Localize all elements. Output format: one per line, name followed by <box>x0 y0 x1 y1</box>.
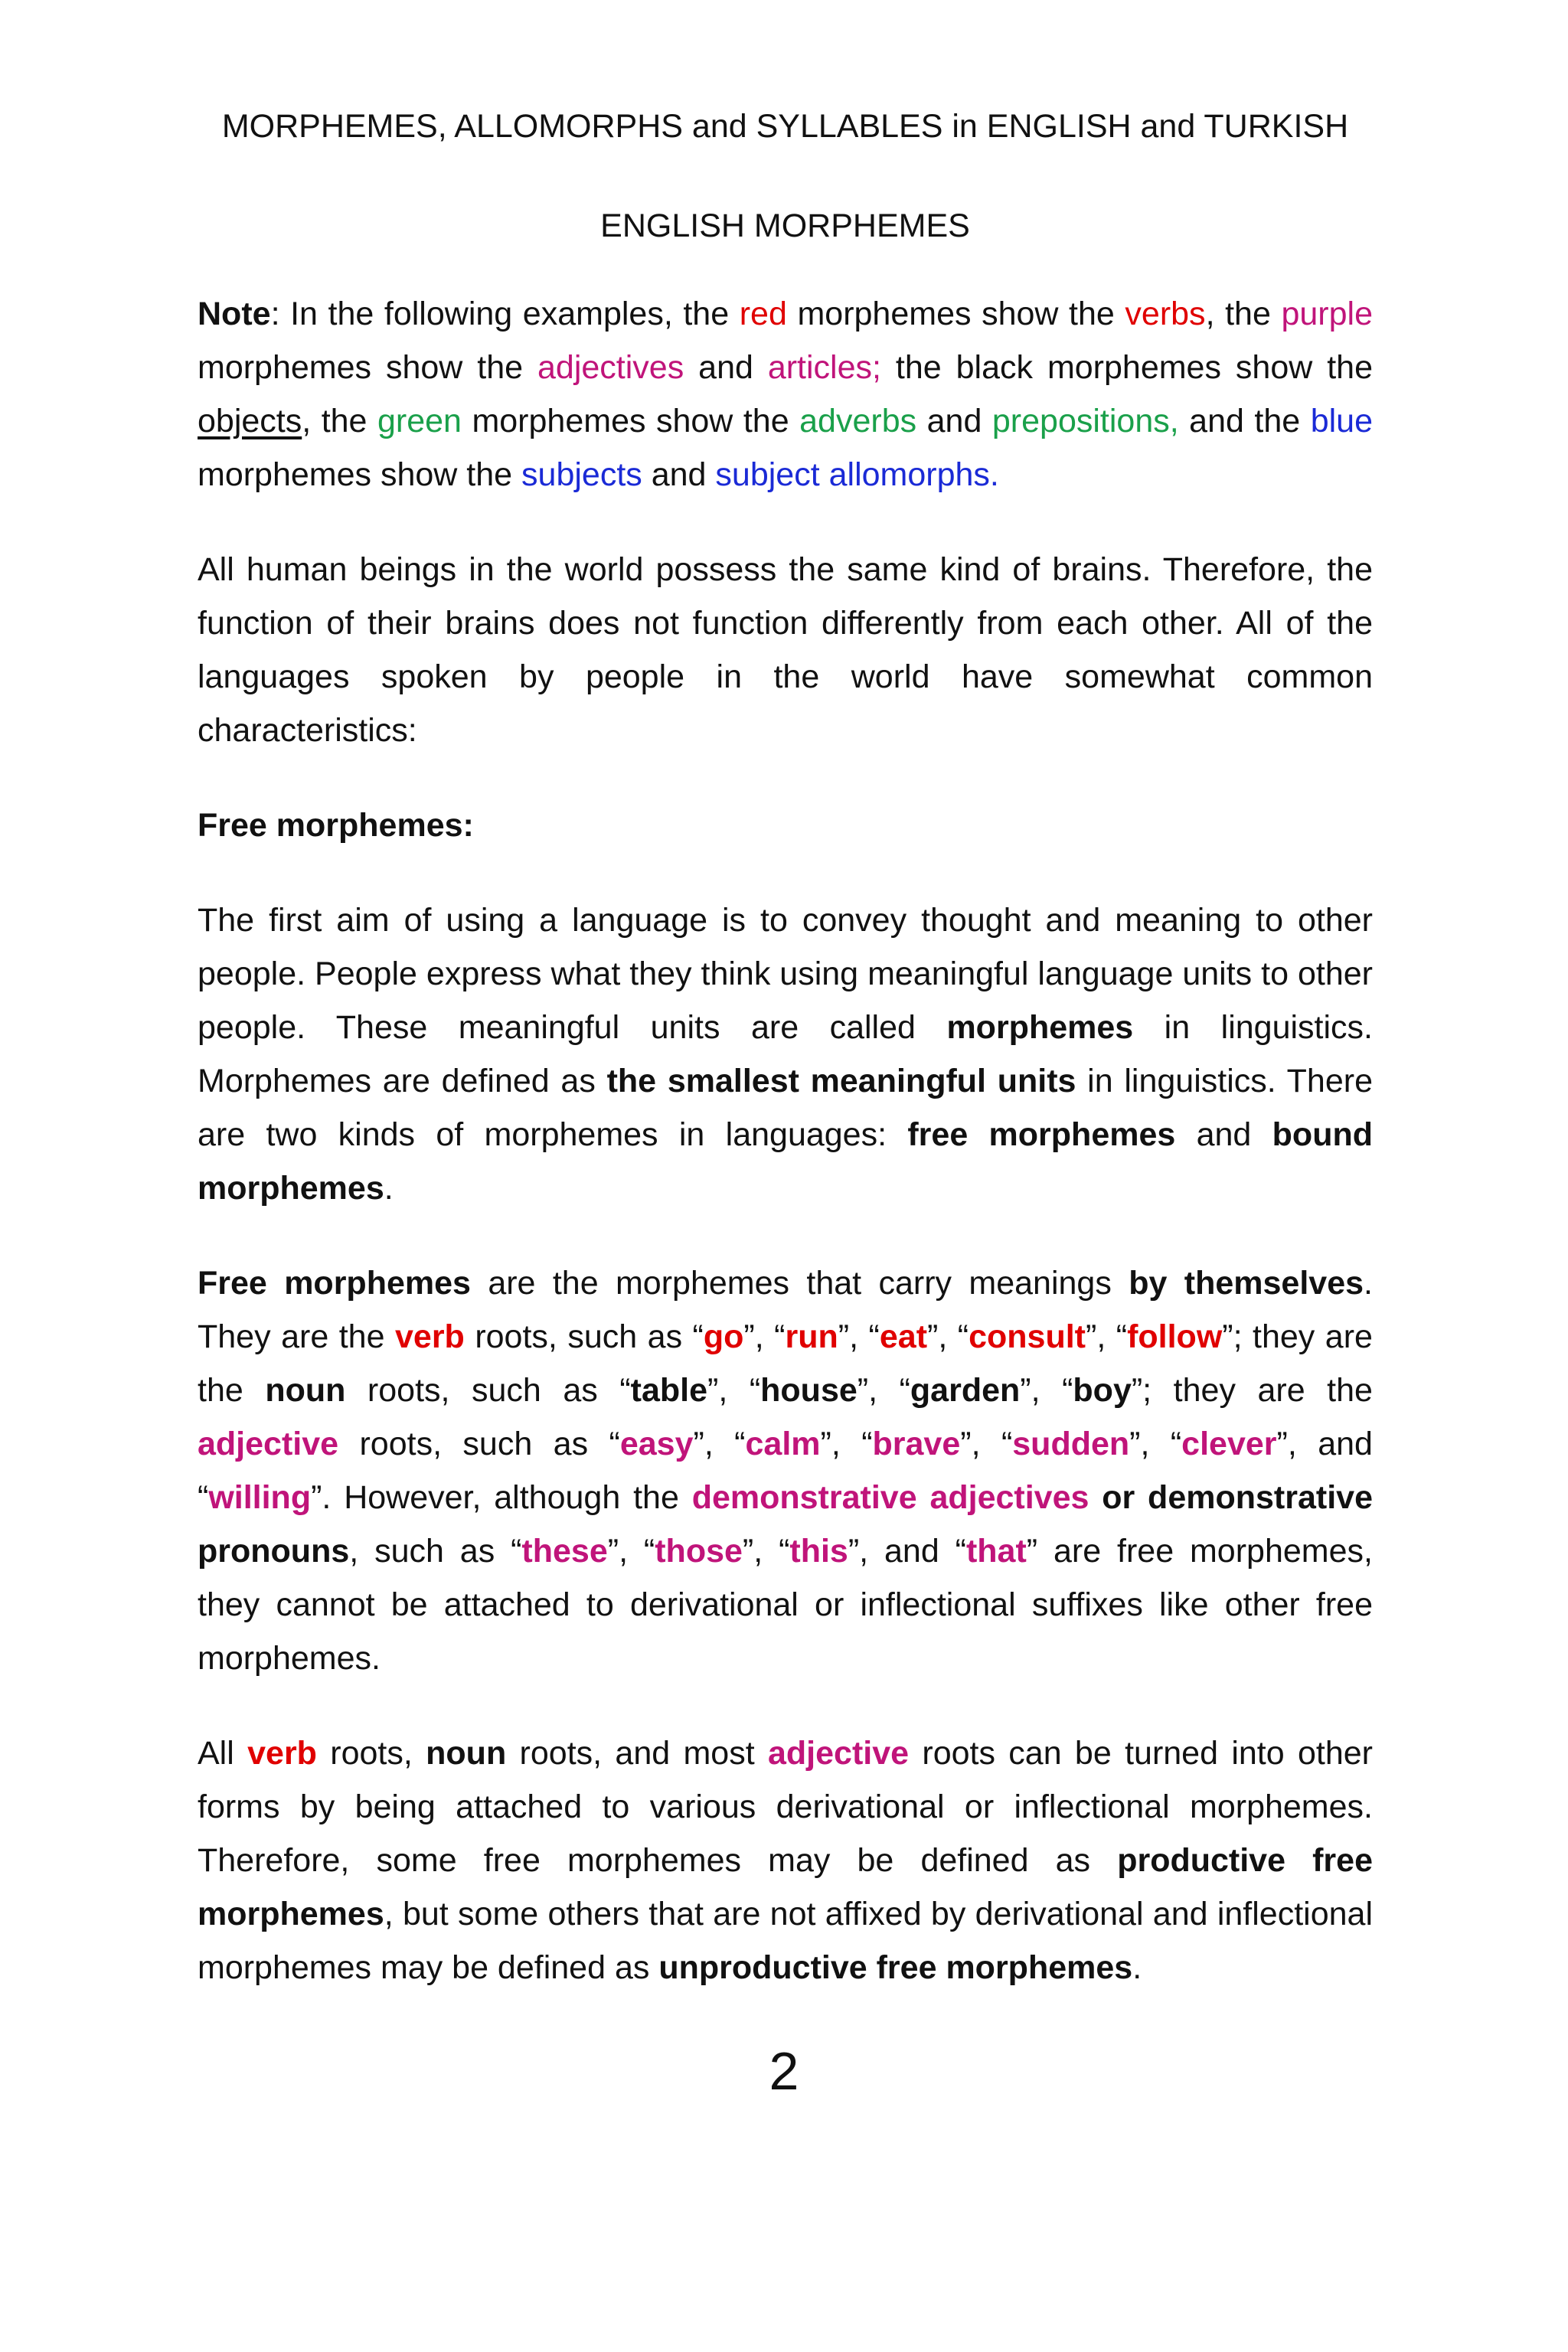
text-run: , such as “ <box>349 1533 522 1570</box>
emphasis-run: adverbs <box>799 403 917 439</box>
text-run: ”, “ <box>857 1372 910 1409</box>
text-run: roots, <box>316 1735 426 1772</box>
emphasis-run: go <box>703 1318 744 1355</box>
text-run: ”, and “ <box>198 1426 1373 1516</box>
text-run: and <box>684 349 768 386</box>
text-run: roots can be turned into other forms by being attached to various derivational or inflectional morphemes. Therefore, some free morphemes may be defined as <box>198 1735 1373 1879</box>
text-run: ”, “ <box>820 1426 873 1462</box>
text-run: ”, “ <box>1129 1426 1182 1462</box>
emphasis-run: noun <box>265 1372 346 1409</box>
emphasis-run: or demonstrative pronouns <box>198 1479 1373 1570</box>
emphasis-run: calm <box>745 1426 821 1462</box>
emphasis-run: objects <box>198 403 302 439</box>
emphasis-run: follow <box>1127 1318 1223 1355</box>
text-run: ”, “ <box>960 1426 1013 1462</box>
note-paragraph <box>198 287 1373 501</box>
document-page <box>198 100 1373 1994</box>
text-run: ”, “ <box>693 1426 746 1462</box>
text-run: and <box>1175 1116 1272 1153</box>
text-run: morphemes show the <box>198 349 537 386</box>
emphasis-run: these <box>521 1533 608 1570</box>
text-run: ”, “ <box>607 1533 655 1570</box>
text-run: ”; they are the <box>198 1318 1373 1409</box>
text-run: are the morphemes that carry meanings <box>470 1265 1129 1302</box>
emphasis-run: adjectives <box>537 349 684 386</box>
emphasis-run: subject allomorphs. <box>715 456 999 493</box>
emphasis-run: adjective <box>767 1735 910 1772</box>
emphasis-run: subjects <box>521 456 642 493</box>
text-run: , but some others that are not affixed by derivational and inflectional morphemes may be defined as <box>198 1896 1373 1986</box>
emphasis-run: productive free morphemes <box>198 1842 1374 1932</box>
emphasis-run: run <box>785 1318 838 1355</box>
emphasis-run: eat <box>879 1318 928 1355</box>
text-run: . <box>384 1170 394 1207</box>
emphasis-run: by themselves <box>1129 1265 1364 1302</box>
text-run: All <box>198 1735 248 1772</box>
emphasis-run: articles; <box>767 349 881 386</box>
emphasis-run: morphemes <box>946 1009 1134 1046</box>
emphasis-run: red <box>739 296 787 332</box>
text-run: : In the following examples, the <box>270 296 740 332</box>
text-run: morphemes show the <box>461 403 800 439</box>
emphasis-run: the smallest meaningful units <box>606 1063 1076 1099</box>
text-run: roots, such as “ <box>464 1318 704 1355</box>
page-number: 2 <box>769 2041 799 2101</box>
emphasis-run: free morphemes <box>907 1116 1176 1153</box>
text-run: ”, “ <box>742 1533 790 1570</box>
text-run: the black morphemes show the <box>880 349 1373 386</box>
emphasis-run: green <box>377 403 462 439</box>
emphasis-run: purple <box>1281 296 1373 332</box>
text-run: roots, such as “ <box>345 1372 631 1409</box>
text-run: , the <box>302 403 377 439</box>
text-run: ”, “ <box>743 1318 786 1355</box>
text-run: roots, such as “ <box>338 1426 620 1462</box>
text-run: morphemes show the <box>198 456 522 493</box>
text-run: ”; they are the <box>1131 1372 1373 1409</box>
emphasis-run: demonstrative adjectives <box>691 1479 1089 1516</box>
emphasis-run: garden <box>910 1372 1021 1409</box>
emphasis-run: Free morphemes <box>198 1265 471 1302</box>
emphasis-run: brave <box>872 1426 961 1462</box>
text-run: morphemes show the <box>786 296 1125 332</box>
emphasis-run: consult <box>969 1318 1086 1355</box>
emphasis-run: easy <box>619 1426 694 1462</box>
emphasis-run: table <box>630 1372 708 1409</box>
text-run: ”, “ <box>838 1318 880 1355</box>
emphasis-run: noun <box>426 1735 507 1772</box>
text-run <box>1089 1479 1102 1516</box>
text-run: The first aim of using a language is to convey thought and meaning to other people. People express what they think using meaningful language units to other people. These meaningful units are called <box>198 902 1373 1046</box>
emphasis-run: Note <box>198 296 271 332</box>
section-title: ENGLISH MORPHEMES <box>600 207 970 244</box>
document-title: MORPHEMES, ALLOMORPHS and SYLLABLES in ENGLISH and TURKISH <box>221 108 1349 145</box>
emphasis-run: this <box>789 1533 848 1570</box>
text-run: ”, “ <box>1086 1318 1128 1355</box>
emphasis-run: blue <box>1310 403 1373 439</box>
emphasis-run: boy <box>1073 1372 1132 1409</box>
text-run: ”, and “ <box>848 1533 966 1570</box>
free-morphemes-paragraph <box>198 1256 1373 1685</box>
emphasis-run: sudden <box>1012 1426 1130 1462</box>
emphasis-run: house <box>760 1372 858 1409</box>
text-run: . They are the <box>198 1265 1373 1355</box>
emphasis-run: verb <box>394 1318 465 1355</box>
definition-paragraph <box>198 893 1373 1215</box>
text-run: ”, “ <box>707 1372 761 1409</box>
intro-paragraph: All human beings in the world possess the same kind of brains. Therefore, the function of their brains does not function differently from each other. All of the languages spoken by people in the world have somewhat common characteristics: <box>198 551 1373 749</box>
emphasis-run: verbs <box>1125 296 1206 332</box>
text-run: . <box>1132 1949 1142 1986</box>
emphasis-run: adjective <box>198 1426 339 1462</box>
text-run: and <box>642 456 716 493</box>
emphasis-run: willing <box>208 1479 312 1516</box>
text-run: in linguistics. There are two kinds of morphemes in languages: <box>198 1063 1373 1153</box>
text-run: , the <box>1205 296 1282 332</box>
text-run: and the <box>1178 403 1311 439</box>
emphasis-run: clever <box>1181 1426 1277 1462</box>
emphasis-run: bound morphemes <box>198 1116 1373 1207</box>
text-run: ”, “ <box>927 1318 969 1355</box>
text-run: roots, and most <box>506 1735 768 1772</box>
emphasis-run: verb <box>247 1735 317 1772</box>
text-run: ” are free morphemes, they cannot be attached to derivational or inflectional suffixes like other free morphemes. <box>198 1533 1373 1677</box>
text-run: ”. However, although the <box>311 1479 692 1516</box>
free-morphemes-heading: Free morphemes: <box>198 807 474 844</box>
text-run: ”, “ <box>1020 1372 1073 1409</box>
emphasis-run: prepositions, <box>991 403 1179 439</box>
text-run: in linguistics. Morphemes are defined as <box>198 1009 1373 1099</box>
emphasis-run: that <box>965 1533 1027 1570</box>
emphasis-run: those <box>655 1533 743 1570</box>
text-run: and <box>916 403 992 439</box>
emphasis-run: unproductive free morphemes <box>658 1949 1133 1986</box>
productive-paragraph <box>198 1726 1373 1994</box>
